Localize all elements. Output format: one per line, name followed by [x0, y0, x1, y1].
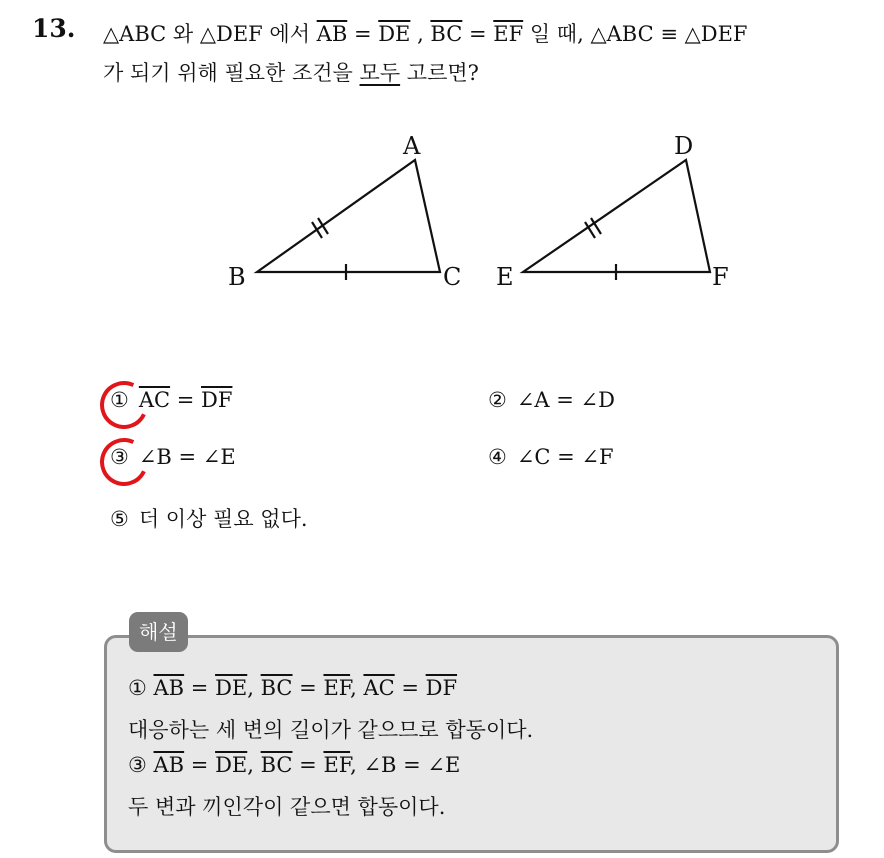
segment-de: $\overline{DE}$ [215, 676, 248, 700]
solution-line-1 [128, 676, 457, 700]
choice-1[interactable] [110, 388, 232, 412]
comma: , [350, 676, 364, 700]
comma: , [247, 753, 261, 777]
equals: = [292, 676, 324, 700]
equals: = [170, 388, 202, 412]
segment-ac: $\overline{AC}$ [363, 676, 395, 700]
equals: = [292, 753, 324, 777]
segment-df: $\overline{DF}$ [425, 676, 458, 700]
choice-number: ① [128, 676, 147, 700]
choice-text: ∠A = ∠D [516, 388, 615, 412]
segment-ab: $\overline{AB}$ [153, 676, 185, 700]
vertex-d: D [674, 132, 694, 160]
equals: = [184, 753, 216, 777]
segment-bc: $\overline{BC}$ [430, 22, 463, 46]
question-number: 13. [32, 14, 76, 43]
segment-de: $\overline{DE}$ [215, 753, 248, 777]
choice-text: 더 이상 필요 없다. [138, 507, 308, 531]
solution-tag: 해설 [129, 612, 188, 652]
solution-line-3 [128, 753, 460, 777]
segment-ab: $\overline{AB}$ [153, 753, 185, 777]
vertex-b: B [228, 263, 246, 291]
choice-number: ① [110, 388, 129, 412]
vertex-c: C [443, 263, 462, 291]
comma: , [350, 753, 364, 777]
choice-number: ② [488, 388, 507, 412]
angle-equality: ∠B = ∠E [363, 753, 461, 777]
choice-3[interactable] [110, 445, 236, 469]
question-text: 가 되기 위해 필요한 조건을 [103, 61, 360, 85]
solution-line-4: 두 변과 끼인각이 같으면 합동이다. [128, 795, 446, 819]
choice-2[interactable] [488, 388, 615, 412]
comma: , [410, 22, 431, 46]
triangle-abc [257, 160, 440, 272]
segment-ef: $\overline{EF}$ [323, 676, 351, 700]
tick-ab-1 [312, 222, 322, 238]
question-text: 일 때, △ABC ≡ △DEF [523, 22, 748, 46]
choice-text: ∠C = ∠F [516, 445, 614, 469]
choice-5[interactable] [110, 503, 308, 533]
vertex-e: E [496, 263, 514, 291]
choice-number: ③ [128, 753, 147, 777]
triangle-def [523, 160, 710, 272]
vertex-f: F [712, 263, 729, 291]
choice-number: ③ [110, 445, 129, 469]
segment-de: $\overline{DE}$ [378, 22, 411, 46]
segment-ac: $\overline{AC}$ [138, 388, 171, 412]
equals: = [184, 676, 216, 700]
segment-bc: $\overline{BC}$ [260, 676, 293, 700]
question-text: 고르면? [400, 61, 479, 85]
segment-ef: $\overline{EF}$ [493, 22, 524, 46]
equals: = [347, 22, 379, 46]
vertex-a: A [403, 132, 421, 160]
choice-text: ∠B = ∠E [138, 445, 236, 469]
triangles-figure [0, 0, 884, 340]
choice-number: ⑤ [110, 507, 129, 531]
choice-4[interactable] [488, 445, 614, 469]
underlined-word: 모두 [359, 61, 401, 85]
segment-ab: $\overline{AB}$ [316, 22, 348, 46]
segment-bc: $\overline{BC}$ [260, 753, 293, 777]
solution-line-2: 대응하는 세 변의 길이가 같으므로 합동이다. [128, 718, 534, 742]
equals: = [462, 22, 494, 46]
question-text: △ABC 와 △DEF 에서 [103, 22, 317, 46]
segment-ef: $\overline{EF}$ [323, 753, 351, 777]
choice-number: ④ [488, 445, 507, 469]
equals: = [394, 676, 426, 700]
segment-df: $\overline{DF}$ [201, 388, 233, 412]
tick-ab-2 [318, 218, 328, 234]
comma: , [247, 676, 261, 700]
